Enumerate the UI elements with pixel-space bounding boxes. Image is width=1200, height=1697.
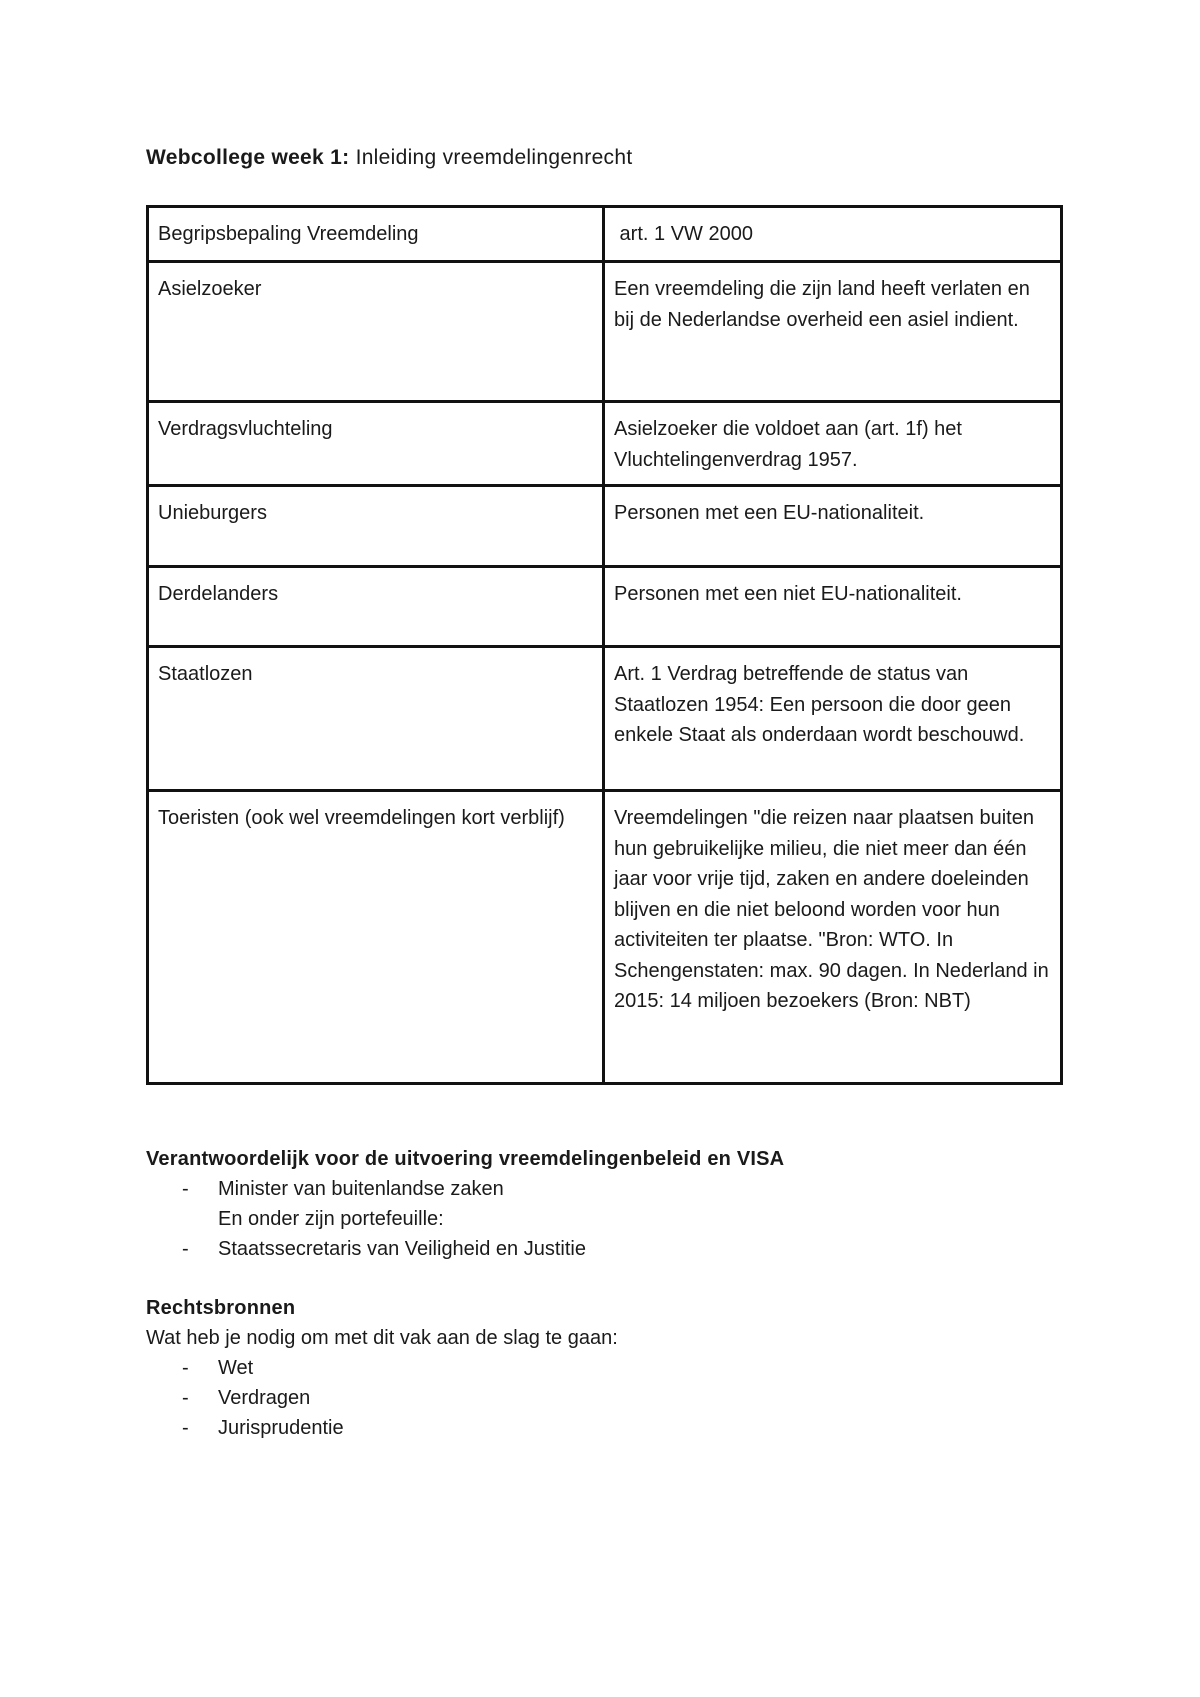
list-dash: - (182, 1178, 189, 1200)
table-cell-term: Verdragsvluchteling (148, 402, 604, 486)
table-cell-term: Unieburgers (148, 486, 604, 567)
definitions-table (146, 205, 1063, 1085)
table-cell-desc: Vreemdelingen "die reizen naar plaatsen buiten hun gebruikelijke milieu, die niet meer dan één jaar voor vrije tijd, zaken en andere doeleinden blijven en die niet beloond worden voor hun activiteiten ter plaatse. "Bron: WTO. In Schengenstaten: max. 90 dagen. In Nederland in 2015: 14 miljoen bezoekers (Bron: NBT) (604, 791, 1062, 1084)
table-row (148, 402, 1062, 486)
table-cell-term: Asielzoeker (148, 262, 604, 402)
table-cell-desc: Personen met een EU-nationaliteit. (604, 486, 1062, 567)
list-dash: - (182, 1238, 189, 1260)
list-item (182, 1238, 586, 1261)
list-item (182, 1387, 310, 1410)
responsible-heading: Verantwoordelijk voor de uitvoering vreemdelingenbeleid en VISA (146, 1148, 785, 1170)
list-item-text: Verdragen (218, 1387, 311, 1409)
list-item (182, 1357, 253, 1380)
portfolio-note: En onder zijn portefeuille: (218, 1208, 444, 1230)
list-dash: - (182, 1387, 189, 1409)
list-item-text: Staatssecretaris van Veiligheid en Justitie (218, 1238, 586, 1260)
list-item (182, 1178, 504, 1201)
list-item (182, 1417, 344, 1440)
table-cell-desc: Art. 1 Verdrag betreffende de status van Staatlozen 1954: Een persoon die door geen enkele Staat als onderdaan wordt beschouwd. (604, 647, 1062, 791)
list-item-text: Minister van buitenlandse zaken (218, 1178, 504, 1200)
table-cell-term: Derdelanders (148, 567, 604, 647)
list-item-text: Jurisprudentie (218, 1417, 344, 1439)
page-title-rest: Inleiding vreemdelingenrecht (349, 146, 633, 169)
list-dash: - (182, 1417, 189, 1439)
page-title (146, 146, 632, 170)
table-cell-term: Begripsbepaling Vreemdeling (148, 207, 604, 262)
table-cell-desc: Asielzoeker die voldoet aan (art. 1f) het Vluchtelingenverdrag 1957. (604, 402, 1062, 486)
table-row (148, 262, 1062, 402)
table-row (148, 486, 1062, 567)
table-cell-term: Toeristen (ook wel vreemdelingen kort verblijf) (148, 791, 604, 1084)
table-cell-term: Staatlozen (148, 647, 604, 791)
page-title-bold: Webcollege week 1: (146, 146, 350, 169)
table-cell-desc: Personen met een niet EU-nationaliteit. (604, 567, 1062, 647)
list-dash: - (182, 1357, 189, 1379)
sources-heading: Rechtsbronnen (146, 1297, 296, 1319)
table-row (148, 791, 1062, 1084)
table-cell-desc: Een vreemdeling die zijn land heeft verlaten en bij de Nederlandse overheid een asiel indient. (604, 262, 1062, 402)
sources-intro: Wat heb je nodig om met dit vak aan de slag te gaan: (146, 1327, 618, 1349)
list-item-text: Wet (218, 1357, 254, 1379)
table-row (148, 647, 1062, 791)
table-row (148, 567, 1062, 647)
table-row (148, 207, 1062, 262)
table-cell-desc: art. 1 VW 2000 (604, 207, 1062, 262)
